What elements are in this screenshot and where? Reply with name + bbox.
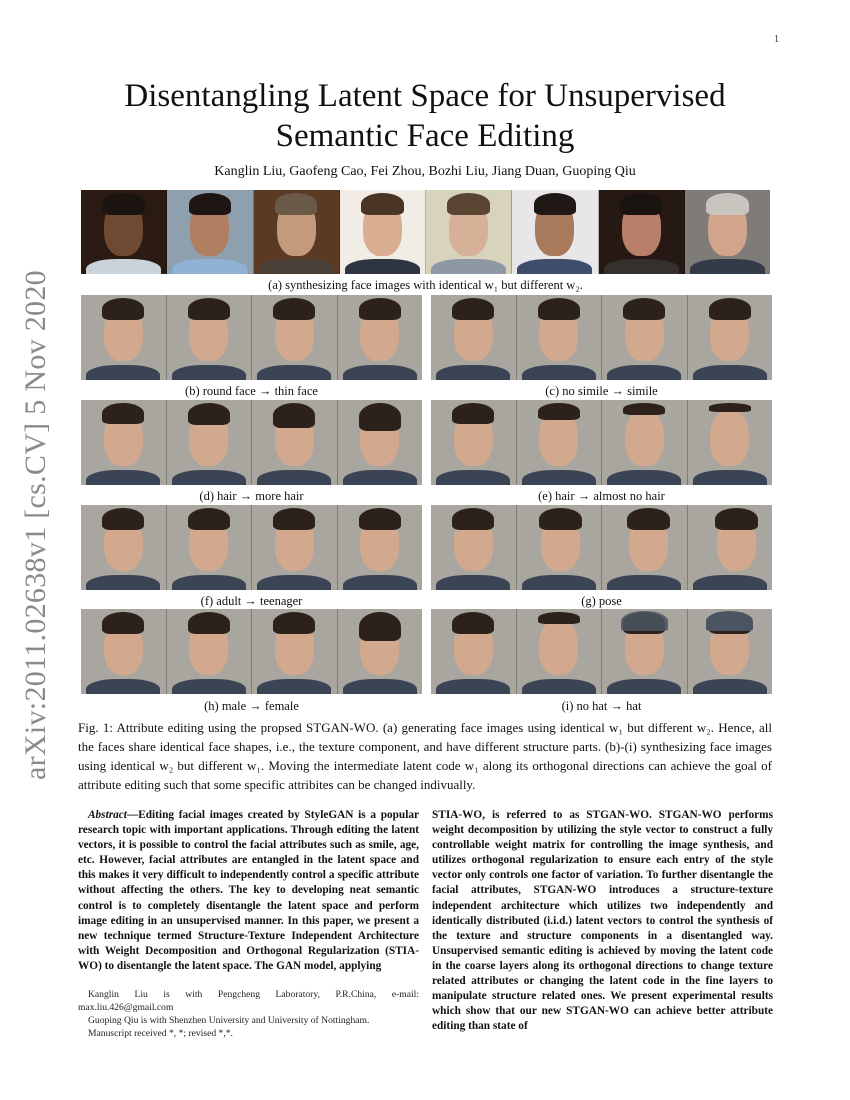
subfigure-caption-d: (d) hair → more hair bbox=[199, 489, 304, 503]
face-image bbox=[167, 505, 253, 590]
subfigure-e bbox=[431, 400, 772, 485]
face-image bbox=[431, 400, 517, 485]
abstract-column-right: STIA-WO, is referred to as STGAN-WO. STGAN-WO performs weight decomposition by utilizing the style vector to construct a fully controllable weight matrix for controlling the image synthesis, and utilizes orthogonal regularization to ensure each entry of the style vector only controls one factor of variation. To further disentangle the facial attributes, STGAN-WO introduces a structure-texture independent architecture which utilizes two independently and identically distributed (i.i.d.) latent vectors to control the synthesis of the texture and structure components in a disentangled way. Unsupervised semantic editing is achieved by moving the latent code in the coarse layers along its orthogonal directions to change texture related attributes or changing the latent code in the fine layers to manipulate structure related ones. We present experimental results which show that our new STGAN-WO can achieve better attribute editing than state of bbox=[432, 809, 773, 1033]
subfigure-caption-c: (c) no simile → simile bbox=[545, 384, 658, 398]
subfigure-caption-a: (a) synthesizing face images with identical w₁ but different w₂. bbox=[268, 278, 583, 292]
face-image bbox=[81, 609, 167, 694]
footnote-manuscript: Manuscript received *, *; revised *,*. bbox=[88, 1028, 233, 1039]
face-image bbox=[338, 609, 423, 694]
footnotes bbox=[78, 988, 419, 1040]
face-image bbox=[338, 505, 423, 590]
face-image bbox=[254, 190, 340, 274]
face-image bbox=[338, 295, 423, 380]
face-image bbox=[688, 505, 773, 590]
face-image bbox=[602, 400, 688, 485]
face-image bbox=[431, 609, 517, 694]
face-image bbox=[338, 400, 423, 485]
face-image bbox=[81, 505, 167, 590]
arxiv-stamp: arXiv:2011.02638v1 [cs.CV] 5 Nov 2020 bbox=[19, 270, 52, 780]
figure-row-bc bbox=[81, 295, 772, 380]
face-image bbox=[688, 295, 773, 380]
face-image bbox=[252, 295, 338, 380]
subfigure-caption-b: (b) round face → thin face bbox=[185, 384, 318, 398]
subfigure-c bbox=[431, 295, 772, 380]
subfigure-caption-h: (h) male → female bbox=[204, 699, 299, 713]
paper-title bbox=[60, 76, 790, 156]
figure-row-hi bbox=[81, 609, 772, 694]
figure-row-fg bbox=[81, 505, 772, 590]
face-image bbox=[688, 400, 773, 485]
face-image bbox=[431, 295, 517, 380]
face-image bbox=[252, 400, 338, 485]
face-image bbox=[81, 295, 167, 380]
face-image bbox=[167, 190, 253, 274]
face-image bbox=[81, 190, 167, 274]
abstract-label: Abstract bbox=[88, 809, 127, 821]
face-image bbox=[602, 295, 688, 380]
face-image bbox=[167, 400, 253, 485]
face-image bbox=[431, 505, 517, 590]
face-image bbox=[252, 505, 338, 590]
subfigure-caption-f: (f) adult → teenager bbox=[200, 594, 303, 608]
subfigure-g bbox=[431, 505, 772, 590]
title-line-2: Semantic Face Editing bbox=[275, 118, 575, 154]
face-image bbox=[599, 190, 685, 274]
figure-caption: Fig. 1: Attribute editing using the propsed STGAN-WO. (a) generating face images using identical w₁ but different w₂. Hence, all the faces share identical face shapes, i.e., the texture component, and have different structure parts. (b)-(i) synthesizing face images using identical w₂ but different w₁. Moving the intermediate latent code w₁ along its orthogonal directions can achieve the goal of attribute editing such that some specific attribites can be changed indivually. bbox=[78, 720, 772, 792]
face-image bbox=[602, 609, 688, 694]
subfigure-d bbox=[81, 400, 422, 485]
figure-row-de bbox=[81, 400, 772, 485]
face-image bbox=[517, 505, 603, 590]
subfigure-caption-i: (i) no hat → hat bbox=[561, 699, 642, 713]
face-image bbox=[512, 190, 598, 274]
face-image bbox=[340, 190, 426, 274]
title-line-1: Disentangling Latent Space for Unsupervised bbox=[124, 78, 726, 114]
subfigure-caption-g: (g) pose bbox=[581, 594, 622, 608]
face-image bbox=[517, 400, 603, 485]
author-list: Kanglin Liu, Gaofeng Cao, Fei Zhou, Bozhi Liu, Jiang Duan, Guoping Qiu bbox=[214, 164, 636, 179]
footnote-affiliation-1: Kanglin Liu is with Pengcheng Laboratory, P.R.China, e-mail: max.liu.426@gmail.com bbox=[78, 989, 419, 1013]
face-image bbox=[167, 609, 253, 694]
face-image bbox=[81, 400, 167, 485]
face-image bbox=[426, 190, 512, 274]
abstract-text-left: —Editing facial images created by StyleGAN is a popular research topic with important applications. Through editing the latent vectors, it is possible to control the facial attributes such as smile, age, etc. However, facial attributes are entangled in the latent space and this makes it very difficult to independently control a specific attribute without affecting the others. The key to developing neat semantic control is to completely disentangle the latent space and perform image editing in an unsupervised manner. In this paper, we present a new technique termed Structure-Texture Independent Architecture with Weight Decomposition and Orthogonal Regularization (STIA-WO) to disentangle the latent space. The GAN model, applying bbox=[78, 809, 419, 972]
page-number: 1 bbox=[774, 34, 779, 45]
subfigure-caption-e: (e) hair → almost no hair bbox=[538, 489, 665, 503]
face-image bbox=[688, 609, 773, 694]
face-image bbox=[517, 609, 603, 694]
subfigure-f bbox=[81, 505, 422, 590]
face-image bbox=[252, 609, 338, 694]
footnote-affiliation-2: Guoping Qiu is with Shenzhen University and University of Nottingham. bbox=[88, 1015, 370, 1026]
subfigure-h bbox=[81, 609, 422, 694]
abstract-column-left bbox=[78, 808, 419, 974]
subfigure-b bbox=[81, 295, 422, 380]
face-image bbox=[685, 190, 770, 274]
figure-row-a bbox=[81, 190, 770, 274]
face-image bbox=[167, 295, 253, 380]
face-image bbox=[517, 295, 603, 380]
face-image bbox=[602, 505, 688, 590]
subfigure-i bbox=[431, 609, 772, 694]
